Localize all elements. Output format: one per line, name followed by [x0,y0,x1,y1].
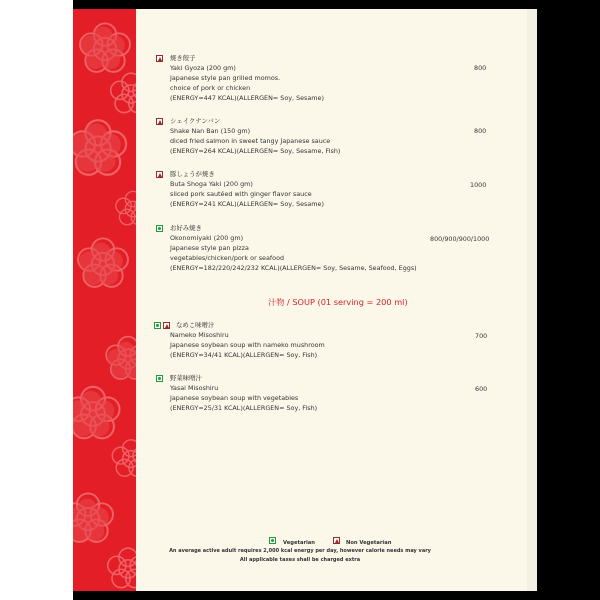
menu-item [170,53,324,103]
non-veg-icon [163,322,170,329]
item-desc: Japanese soybean soup with nameko mushroom [170,341,325,349]
item-energy: (ENERGY=25/31 KCAL)(ALLERGEN= Soy, Fish) [170,404,318,412]
item-energy: (ENERGY=182/220/242/232 KCAL)(ALLERGEN= Soy, Sesame, Seafood, Eggs) [170,264,417,272]
veg-icon [154,322,161,329]
decorative-red-band [73,9,136,591]
veg-icon [156,225,163,232]
veg-icon [156,375,163,382]
non-veg-icon [156,118,163,125]
item-name: Nameko Misoshiru [170,331,229,339]
item-price: 600 [475,385,488,393]
nonveg-legend-label: Non Vegetarian [346,540,392,546]
item-desc: vegetables/chicken/pork or seafood [170,254,285,262]
item-energy: (ENERGY=34/41 KCAL)(ALLERGEN= Soy, Fish) [170,351,318,359]
item-desc: Japanese style pan pizza [170,244,249,252]
item-name: Yasai Misoshiru [170,384,219,392]
item-name: Yaki Gyoza (200 gm) [170,64,236,72]
item-jp-name: なめこ味噌汁 [176,321,215,329]
item-price: 800 [474,64,487,72]
item-desc: Japanese soybean soup with vegetables [170,394,299,402]
item-price: 800/900/900/1000 [430,235,490,243]
item-jp-name: 焼き餃子 [170,54,196,62]
menu-item [170,223,417,273]
item-jp-name: お好み焼き [170,224,202,232]
item-price: 700 [475,332,488,340]
item-desc: diced fried salmon in sweet tangy Japanese sauce [170,137,331,145]
item-energy: (ENERGY=241 KCAL)(ALLERGEN= Soy, Sesame) [170,200,324,208]
section-title-soup: 汁物 / SOUP (01 serving = 200 ml) [268,297,408,307]
energy-note: An average active adult requires 2,000 kcal energy per day, however calorie needs may vary [169,548,431,554]
flower-pattern [73,9,136,591]
item-energy: (ENERGY=264 KCAL)(ALLERGEN= Soy, Sesame, Fish) [170,147,341,155]
item-name: Shake Nan Ban (150 gm) [170,127,251,135]
page-edge [527,9,537,591]
non-veg-icon [156,171,163,178]
item-jp-name: シェイクナンバン [170,117,221,125]
nonveg-legend-icon [333,537,340,544]
item-desc: sliced pork sautéed with ginger flavor sauce [170,190,312,198]
tax-note: All applicable taxes shall be charged extra [239,557,361,563]
item-desc: choice of pork or chicken [170,84,251,92]
item-price: 800 [474,127,487,135]
item-desc: Japanese style pan grilled momos. [170,74,281,82]
left-margin [0,0,73,600]
item-energy: (ENERGY=447 KCAL)(ALLERGEN= Soy, Sesame) [170,94,324,102]
item-jp-name: 豚しょうが焼き [170,170,215,178]
menu-item [170,116,340,156]
item-name: Buta Shoga Yaki (200 gm) [170,180,253,188]
menu-item [170,320,325,360]
menu-item [170,373,317,413]
item-name: Okonomiyaki (200 gm) [170,234,244,242]
menu-item [170,169,324,209]
item-price: 1000 [470,181,487,189]
veg-legend-label: Vegetarian [283,540,315,546]
veg-legend-icon [269,537,276,544]
item-jp-name: 野菜味噌汁 [170,374,202,382]
non-veg-icon [156,55,163,62]
